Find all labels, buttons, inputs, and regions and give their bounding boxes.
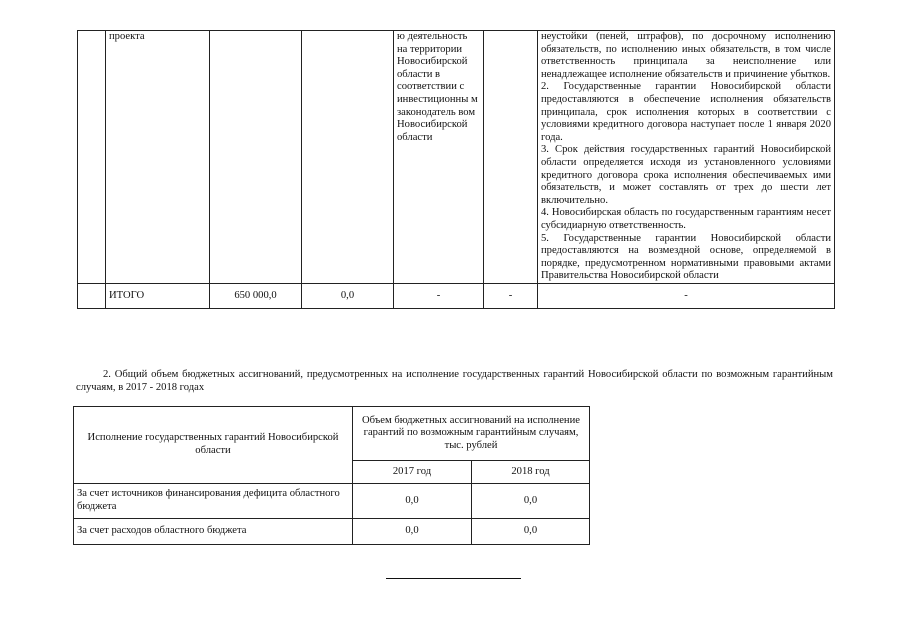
total-amount: 650 000,0 [210,283,302,308]
row-label: За счет расходов областного бюджета [74,519,353,545]
total-value: 0,0 [302,283,394,308]
section-paragraph: 2. Общий объем бюджетных ассигнований, предусмотренных на исполнение государственных гарантий Новосибирской области по возможным гарантийным случаям, в 2017 - 2018 годах [76,369,833,393]
total-dash: - [484,283,538,308]
table-row-total [78,283,835,308]
header-volume: Объем бюджетных ассигнований на исполнение гарантий по возможным гарантийным случаям, тыс. рублей [353,407,590,461]
total-dash: - [394,283,484,308]
table-row [74,484,590,519]
cell-conditions [538,31,835,284]
header-execution: Исполнение государственных гарантий Новосибирской области [74,407,353,484]
cell-principal: ю деятельность на территории Новосибирской области в соответствии с инвестиционны м законодатель вом Новосибирской области [394,31,484,284]
cell-amount [210,31,302,284]
year-2018: 2018 год [472,461,590,484]
row-label: За счет источников финансирования дефицита областного бюджета [74,484,353,519]
row-value-2018: 0,0 [472,484,590,519]
cell-collateral [484,31,538,284]
cell-empty [78,283,106,308]
conditions-paragraph: 5. Государственные гарантии Новосибирской области предоставляются на возмездной основе, определяемой в порядке, предусмотренном нормативными правовыми актами Правительства Новосибирской области [541,232,831,282]
row-value-2018: 0,0 [472,519,590,545]
guarantees-table [77,30,835,309]
year-2017: 2017 год [353,461,472,484]
total-label: ИТОГО [106,283,210,308]
conditions-paragraph: 2. Государственные гарантии Новосибирской области предоставляются в обеспечение исполнения обязательств принципала, срок исполнения которых в соответствии с условиями кредитного договора наступает после 1 января 2020 года. [541,81,831,143]
cell-purpose: проекта [106,31,210,284]
table-row-continuation [78,31,835,284]
header-row [74,407,590,461]
row-value-2017: 0,0 [353,484,472,519]
conditions-paragraph: 4. Новосибирская область по государственным гарантиям несет субсидиарную ответственность. [541,207,831,231]
row-value-2017: 0,0 [353,519,472,545]
conditions-paragraph: 3. Срок действия государственных гарантий Новосибирской области определяется исходя из установленного условиями кредитного договора срока исполнения обеспечиваемых ими обязательств, и может составлять от трех до шести лет включительно. [541,144,831,206]
appropriations-table [73,406,590,545]
cell-number [78,31,106,284]
conditions-paragraph: неустойки (пеней, штрафов), по досрочному исполнению обязательств, по исполнению иных обязательств, в том числе ответственность принципала за неисполнение или ненадлежащее исполнение обязательств и причинение убытков. [541,31,831,80]
end-rule [386,578,521,579]
table-row [74,519,590,545]
total-dash: - [538,283,835,308]
cell-regress [302,31,394,284]
